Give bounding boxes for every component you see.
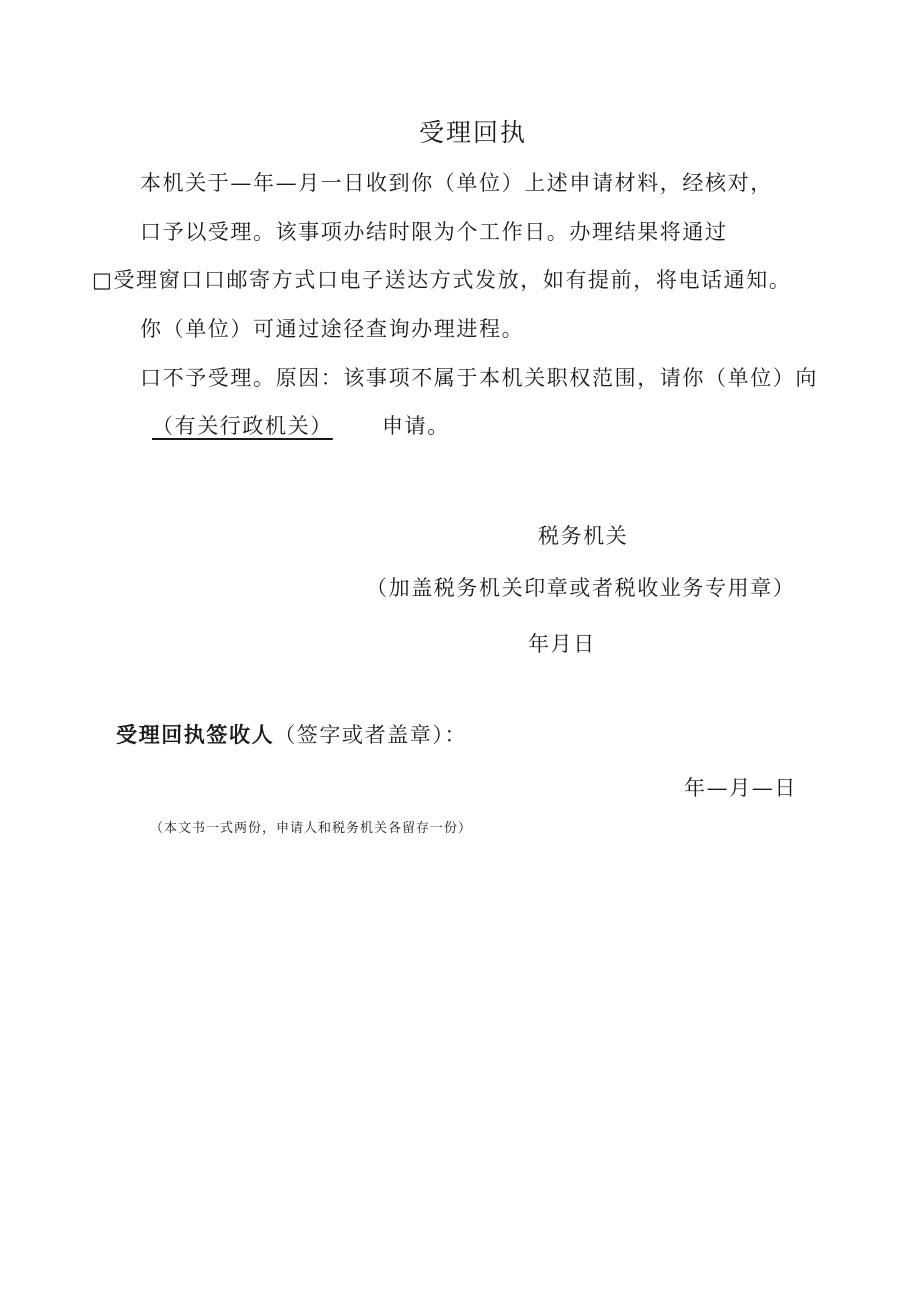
seal-note: （加盖税务机关印章或者税收业务专用章）	[366, 576, 796, 600]
paragraph-line-4: 你（单位）可通过途径查询办理进程。	[140, 317, 525, 341]
agency-placeholder: （有关行政机关）	[152, 414, 333, 438]
footnote: （本文书一式两份，申请人和税务机关各留存一份）	[150, 821, 473, 836]
org-date: 年月日	[528, 632, 596, 656]
apply-text: 申请。	[382, 414, 450, 438]
receipt-signer-label: 受理回执签收人	[116, 723, 275, 747]
receipt-signer-row	[116, 725, 467, 746]
document-title: 受理回执	[418, 118, 527, 147]
receipt-date: 年—月—日	[684, 776, 797, 800]
signer-org: 税务机关	[538, 524, 629, 548]
paragraph-line-5: 口不予受理。原因：该事项不属于本机关职权范围，请你（单位）向	[140, 366, 818, 390]
paragraph-line-1: 本机关于—年—月一日收到你（单位）上述申请材料，经核对，	[140, 171, 773, 195]
paragraph-line-2: 口予以受理。该事项办结时限为个工作日。办理结果将通过	[140, 220, 728, 244]
receipt-signer-note: （签字或者盖章）：	[274, 723, 468, 747]
paragraph-line-3: □受理窗口口邮寄方式口电子送达方式发放，如有提前，将电话通知。	[92, 268, 792, 292]
